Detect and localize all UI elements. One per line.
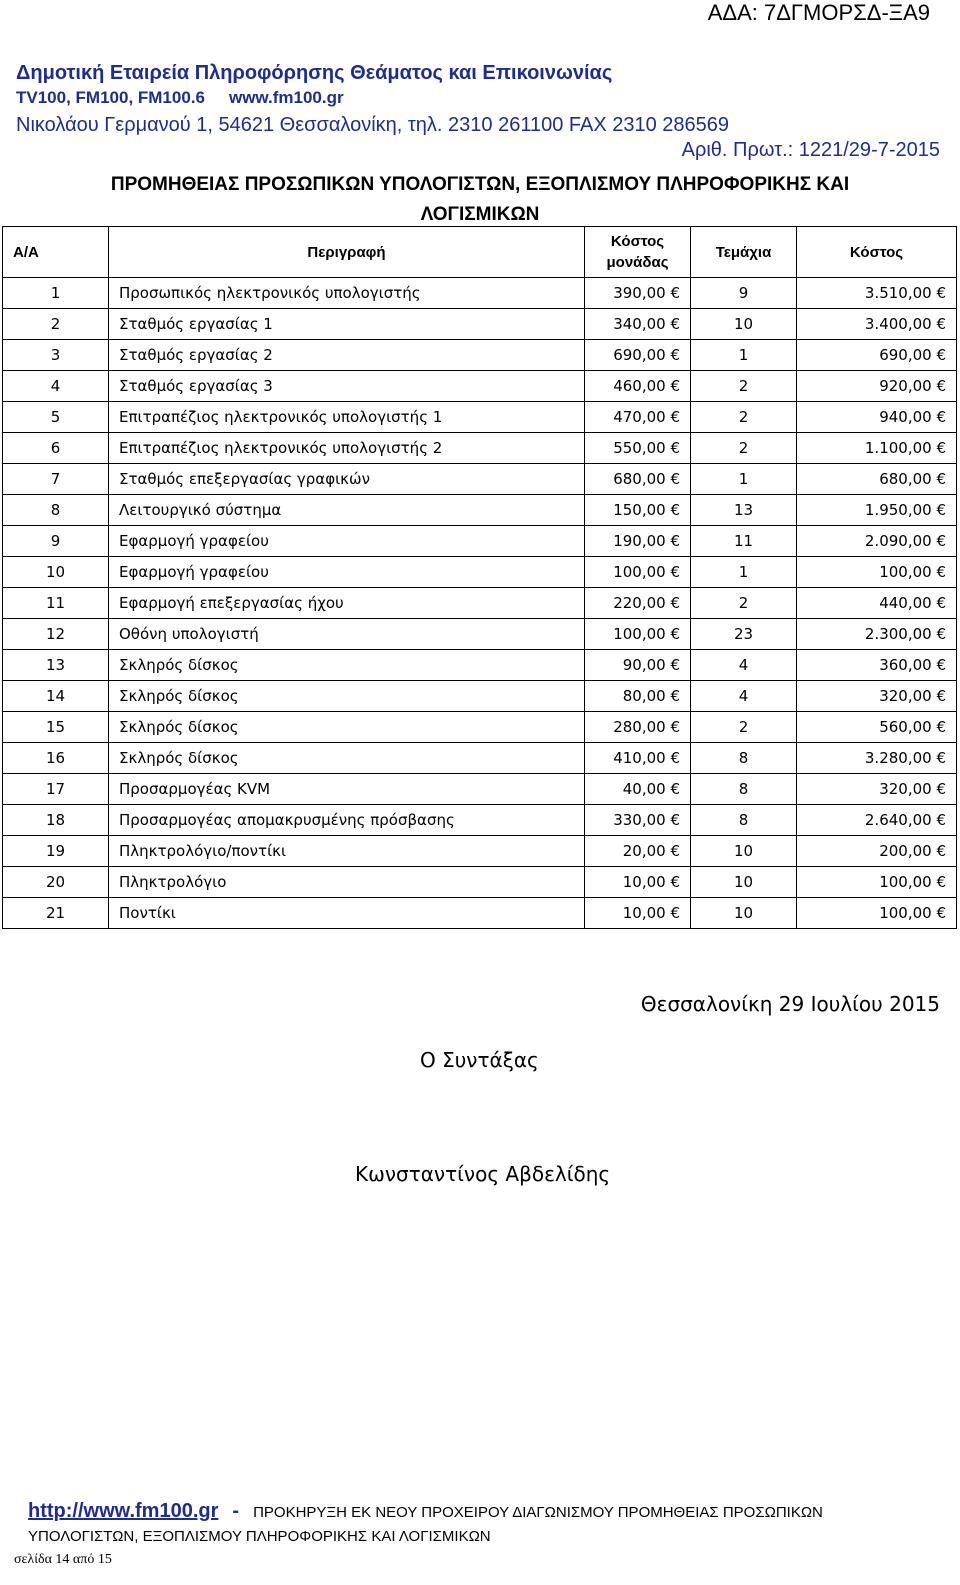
cell-cost: 690,00 € [797, 340, 957, 371]
website-link[interactable]: www.fm100.gr [228, 88, 344, 107]
signer-role: Ο Συντάξας [420, 1048, 539, 1072]
cell-aa: 10 [3, 557, 109, 588]
cell-unit-cost: 330,00 € [585, 805, 691, 836]
table-row [3, 867, 957, 898]
cell-aa: 14 [3, 681, 109, 712]
place-date: Θεσσαλονίκη 29 Ιουλίου 2015 [640, 992, 940, 1016]
cell-quantity: 1 [691, 340, 797, 371]
cell-aa: 15 [3, 712, 109, 743]
cell-unit-cost: 690,00 € [585, 340, 691, 371]
cell-unit-cost: 190,00 € [585, 526, 691, 557]
table-body [3, 278, 957, 929]
title-line-1: ΠΡΟΜΗΘΕΙΑΣ ΠΡΟΣΩΠΙΚΩΝ ΥΠΟΛΟΓΙΣΤΩΝ, ΕΞΟΠΛΙΣΜΟΥ ΠΛΗΡΟΦΟΡΙΚΗΣ ΚΑΙ [110, 174, 850, 195]
frequencies: TV100, FM100, FM100.6 [16, 88, 205, 107]
cell-description: Σκληρός δίσκος [109, 650, 585, 681]
cell-aa: 7 [3, 464, 109, 495]
cell-unit-cost: 10,00 € [585, 867, 691, 898]
cell-cost: 940,00 € [797, 402, 957, 433]
cell-cost: 2.640,00 € [797, 805, 957, 836]
cell-aa: 1 [3, 278, 109, 309]
cell-aa: 9 [3, 526, 109, 557]
cell-unit-cost: 100,00 € [585, 619, 691, 650]
cell-aa: 11 [3, 588, 109, 619]
footer-line-1 [28, 1500, 938, 1523]
cell-unit-cost: 410,00 € [585, 743, 691, 774]
header-aa: Α/Α [3, 227, 109, 278]
frequencies-line [16, 88, 368, 108]
cell-quantity: 2 [691, 402, 797, 433]
cell-quantity: 8 [691, 774, 797, 805]
footer-line-2: ΥΠΟΛΟΓΙΣΤΩΝ, ΕΞΟΠΛΙΣΜΟΥ ΠΛΗΡΟΦΟΡΙΚΗΣ ΚΑΙ ΛΟΓΙΣΜΙΚΩΝ [28, 1528, 491, 1545]
table-row [3, 650, 957, 681]
table-row [3, 526, 957, 557]
cell-quantity: 2 [691, 588, 797, 619]
cell-description: Επιτραπέζιος ηλεκτρονικός υπολογιστής 2 [109, 433, 585, 464]
cell-unit-cost: 220,00 € [585, 588, 691, 619]
cell-cost: 680,00 € [797, 464, 957, 495]
cell-cost: 200,00 € [797, 836, 957, 867]
table-row [3, 495, 957, 526]
cell-description: Ποντίκι [109, 898, 585, 929]
procurement-table [2, 226, 957, 929]
cell-cost: 3.280,00 € [797, 743, 957, 774]
cell-description: Σταθμός επεξεργασίας γραφικών [109, 464, 585, 495]
cell-quantity: 23 [691, 619, 797, 650]
cell-unit-cost: 150,00 € [585, 495, 691, 526]
cell-description: Εφαρμογή γραφείου [109, 557, 585, 588]
cell-cost: 1.100,00 € [797, 433, 957, 464]
table-row [3, 309, 957, 340]
protocol-number: Αριθ. Πρωτ.: 1221/29-7-2015 [681, 139, 940, 161]
cell-unit-cost: 340,00 € [585, 309, 691, 340]
signer-name: Κωνσταντίνος Αβδελίδης [355, 1162, 611, 1186]
cell-cost: 100,00 € [797, 867, 957, 898]
header-description: Περιγραφή [109, 227, 585, 278]
footer-dash: - [232, 1500, 240, 1522]
cell-aa: 12 [3, 619, 109, 650]
cell-quantity: 4 [691, 650, 797, 681]
cell-unit-cost: 10,00 € [585, 898, 691, 929]
cell-description: Σταθμός εργασίας 1 [109, 309, 585, 340]
table-row [3, 619, 957, 650]
table-row [3, 557, 957, 588]
cell-quantity: 10 [691, 867, 797, 898]
cell-quantity: 10 [691, 309, 797, 340]
header-quantity: Τεμάχια [691, 227, 797, 278]
cell-aa: 20 [3, 867, 109, 898]
cell-unit-cost: 460,00 € [585, 371, 691, 402]
table-row [3, 836, 957, 867]
cell-quantity: 4 [691, 681, 797, 712]
table-row [3, 588, 957, 619]
cell-aa: 5 [3, 402, 109, 433]
table-row [3, 278, 957, 309]
address: Νικολάου Γερμανού 1, 54621 Θεσσαλονίκη, τηλ. 2310 261100 FAX 2310 286569 [16, 114, 730, 136]
cell-description: Προσαρμογέας απομακρυσμένης πρόσβασης [109, 805, 585, 836]
cell-aa: 17 [3, 774, 109, 805]
document-title [0, 170, 960, 230]
cell-quantity: 1 [691, 464, 797, 495]
cell-cost: 560,00 € [797, 712, 957, 743]
table-row [3, 712, 957, 743]
ada-code: ΑΔΑ: 7ΔΓΜΟΡΣΔ-ΞΑ9 [707, 0, 930, 25]
title-line-2: ΛΟΓΙΣΜΙΚΩΝ [420, 204, 540, 225]
cell-description: Σκληρός δίσκος [109, 743, 585, 774]
cell-description: Επιτραπέζιος ηλεκτρονικός υπολογιστής 1 [109, 402, 585, 433]
cell-unit-cost: 90,00 € [585, 650, 691, 681]
cell-quantity: 1 [691, 557, 797, 588]
cell-quantity: 13 [691, 495, 797, 526]
cell-description: Εφαρμογή γραφείου [109, 526, 585, 557]
cell-description: Οθόνη υπολογιστή [109, 619, 585, 650]
cell-unit-cost: 280,00 € [585, 712, 691, 743]
cell-quantity: 2 [691, 371, 797, 402]
cell-cost: 360,00 € [797, 650, 957, 681]
cell-aa: 18 [3, 805, 109, 836]
cell-cost: 320,00 € [797, 774, 957, 805]
cell-quantity: 8 [691, 805, 797, 836]
cell-description: Πληκτρολόγιο/ποντίκι [109, 836, 585, 867]
cell-aa: 8 [3, 495, 109, 526]
cell-unit-cost: 20,00 € [585, 836, 691, 867]
cell-unit-cost: 550,00 € [585, 433, 691, 464]
cell-aa: 2 [3, 309, 109, 340]
cell-description: Λειτουργικό σύστημα [109, 495, 585, 526]
cell-quantity: 11 [691, 526, 797, 557]
cell-aa: 3 [3, 340, 109, 371]
cell-quantity: 2 [691, 712, 797, 743]
table-header-row [3, 227, 957, 278]
table-row [3, 340, 957, 371]
cell-cost: 1.950,00 € [797, 495, 957, 526]
cell-description: Προσαρμογέας KVM [109, 774, 585, 805]
cell-quantity: 10 [691, 836, 797, 867]
cell-cost: 2.090,00 € [797, 526, 957, 557]
table-row [3, 402, 957, 433]
cell-cost: 100,00 € [797, 557, 957, 588]
table-row [3, 433, 957, 464]
cell-unit-cost: 680,00 € [585, 464, 691, 495]
cell-aa: 6 [3, 433, 109, 464]
table-row [3, 681, 957, 712]
cell-unit-cost: 470,00 € [585, 402, 691, 433]
cell-description: Σταθμός εργασίας 2 [109, 340, 585, 371]
table-row [3, 898, 957, 929]
table-row [3, 743, 957, 774]
cell-cost: 100,00 € [797, 898, 957, 929]
cell-aa: 19 [3, 836, 109, 867]
cell-description: Σκληρός δίσκος [109, 712, 585, 743]
cell-quantity: 8 [691, 743, 797, 774]
cell-cost: 3.510,00 € [797, 278, 957, 309]
footer-url[interactable]: http://www.fm100.gr [28, 1500, 219, 1522]
table-row [3, 805, 957, 836]
cell-cost: 3.400,00 € [797, 309, 957, 340]
cell-aa: 16 [3, 743, 109, 774]
cell-cost: 2.300,00 € [797, 619, 957, 650]
cell-description: Πληκτρολόγιο [109, 867, 585, 898]
table-row [3, 774, 957, 805]
cell-quantity: 2 [691, 433, 797, 464]
table-row [3, 464, 957, 495]
cell-aa: 13 [3, 650, 109, 681]
cell-unit-cost: 100,00 € [585, 557, 691, 588]
table-row [3, 371, 957, 402]
cell-aa: 21 [3, 898, 109, 929]
footer-text-1: ΠΡΟΚΗΡΥΞΗ ΕΚ ΝΕΟΥ ΠΡΟΧΕΙΡΟΥ ΔΙΑΓΩΝΙΣΜΟΥ ΠΡΟΜΗΘΕΙΑΣ ΠΡΟΣΩΠΙΚΩΝ [253, 1504, 823, 1521]
cell-unit-cost: 390,00 € [585, 278, 691, 309]
cell-cost: 440,00 € [797, 588, 957, 619]
cell-quantity: 10 [691, 898, 797, 929]
cell-description: Προσωπικός ηλεκτρονικός υπολογιστής [109, 278, 585, 309]
cell-cost: 920,00 € [797, 371, 957, 402]
cell-description: Σκληρός δίσκος [109, 681, 585, 712]
cell-unit-cost: 40,00 € [585, 774, 691, 805]
page-number: σελίδα 14 από 15 [14, 1552, 112, 1567]
cell-unit-cost: 80,00 € [585, 681, 691, 712]
cell-cost: 320,00 € [797, 681, 957, 712]
cell-quantity: 9 [691, 278, 797, 309]
header-unit-cost: Κόστος μονάδας [585, 227, 691, 278]
organization-name: Δημοτική Εταιρεία Πληροφόρησης Θεάματος και Επικοινωνίας [16, 62, 613, 84]
header-cost: Κόστος [797, 227, 957, 278]
cell-aa: 4 [3, 371, 109, 402]
cell-description: Εφαρμογή επεξεργασίας ήχου [109, 588, 585, 619]
cell-description: Σταθμός εργασίας 3 [109, 371, 585, 402]
